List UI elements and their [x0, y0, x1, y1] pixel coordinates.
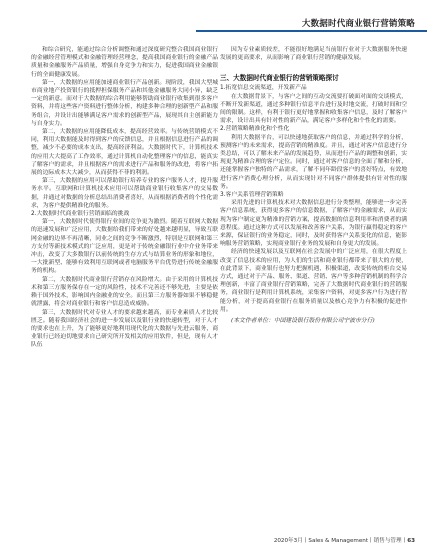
subsection-heading: 1.拓宽信息交流渠道，开发新产品: [220, 85, 307, 92]
subsection-heading: 2.营销策略精准化和个性化: [220, 126, 290, 133]
paragraph: 利用大数据平台，可以快速地获取客户的信息，并通过科学的分析，预测客户的未来需求，提高营销的精准度。并且，通过对客户信息进行分类总结，可以了解未来产品的发展趋势，从而进行产品的调整和创新，实现更为精准合理的客户定位。同时，通过对客户信息的全面了解和分析，还能掌握客户独特的产品需求，了解不同年龄段客户的喜好特点，有效地进行客户消费心理分析，从而实现针对不同客户群体提供有针对性的服务。: [220, 134, 407, 190]
footer-text: 2020年3月丨Sales & Management丨销售与管理丨: [273, 538, 408, 544]
paragraph: 采用先进的计算机技术对大数据信息进行分类整理，能够进一步完善客户信息系统，获得更多客户的信息数据，了解客户的金融需求，从而实现为客户制定更为精准的营销方案，提高数据的信息利用率和消费者的满意程度。通过这种方式可以发展和改善客户关系，为银行赢得稳定的客户来源，保证银行的业务稳定，同时，及时获得客户关系变化的信息，能影响服务营销策略，实现商业银行业务的发展和自身更大的发展。: [220, 200, 407, 248]
paragraph: 经济的快速发展以及互联网在社会发展中的广泛应用，在很大程度上改变了信息技术的应用，为人们的生活和商业银行都带来了很大的方便，在此背景下，商业银行也努力把握机遇，积极渠道，改变传统的柜台交易方式，通过对于产品、服务、渠道、营销、客户等多种营销机制的科学合理创新，丰富了商业银行营销策略，完善了大数据时代商业银行的营销服务，商业银行是利用计算机系统，采集客户资料，对更多客户行为进行智能分析，对于提高商业银行在服务质量以及核心竞争力有积极的促进作用。: [220, 249, 407, 313]
left-column: [31, 46, 218, 350]
paragraph: 第一，大数据的应用能加速商业银行产品创新。现阶段，我国大型城市商业地产投资银行的抵押担保服务产品和其他金融服务大同小异，缺乏一定的新意。而对于大数据的综合利用能够帮助商业银行收集到很多客户资料，并将这些客户资料进行整体分析，构建多种合理的创新型产品和服务组合，并设计出能够满足客户需求的创新型产品，展现其自主创新能力与自身实力。: [31, 79, 218, 127]
paragraph: 第三，大数据时代对专业人才的要求越来越高，而专业素质人才比较匮乏。随着我国经济社会的进一步发展以及银行业的快速转型，对于人才的要求也在上升，为了能够更好地利用现代化的大数据与先进云服务，商业银行已经迫切地要求自己研究所开发相关的应用软件，但是，现有人才队伍: [31, 309, 218, 349]
paragraph: 因为专业素质较差，不能很好地满足当前银行业对于大数据服务快速发展的更高要求，从而影响了商业银行营销的健康发展。: [220, 47, 407, 62]
header-rule: [196, 30, 427, 32]
section-heading: 三、大数据时代商业银行的营销策略探讨: [220, 74, 339, 83]
author-affiliation-note: (本文作者单位：中国建设银行股份有限公司宁波市分行): [231, 318, 375, 325]
paragraph: 第二，大数据的应用能降低成本，提高经营效率。与传统营销模式不同，利用大数据能及时得到客户的反馈信息，并且根据信息进行产品的调整，减少不必要的成本支出，提高经济利益。大数据时代下，计算机技术的应用大大提高了工作效率，通过计算机自动化整理客户的信息，能真实了解客户的需求，并且根据客户的需求进行产品和服务的改进，将客户拓展的边际成本大大减少，从而获得不菲的利润。: [31, 129, 218, 177]
page-header: [0, 0, 427, 40]
paragraph: 第三，大数据的应用可以帮助银行培养专业的客户服务人才，提升服务水平。互联网和计算机技术应用可以帮助商业银行收集客户的交易数据，并通过对数据的分析总结出消费者喜好，从而根据消费者的个性化需求，为客户提供精准化的服务。: [31, 178, 218, 209]
right-column: [220, 46, 407, 325]
page-number: 63: [407, 538, 415, 544]
spacer: [220, 62, 407, 70]
subsection-heading: 2.大数据时代商业银行营销面临的挑战: [31, 211, 130, 218]
paragraph: 第一，大数据时代使得银行业间的竞争更为激烈。随着互联网大数据的迅速发展和广泛应用，大数据给我们带来的好处越来越明显，导致互联网金融的边界不再清晰，同业之间的竞争不断激烈，特别是互联网和第三方支付等新技术模式的广泛应用，更是对于传统金融银行业中介业务带来冲击，改变了大多数银行以前传统的生存方式与结算业务的形象和地位，一大批新型、能够有效利用互联网或者电脑服务平台优势进行传统金融服务的机构。: [31, 219, 218, 275]
page-footer: [274, 536, 415, 544]
paragraph: 第二，大数据时代商业银行营销存在风险增大。由于采用的计算机技术和第三方服务保存在一定的风险性，技术不完善还不够先进，主要是依赖于国外技术，影响国内金融业的安全。而且第三方服务器如果不够稳健就泄露，将会对商业银行和客户信息造成威胁。: [31, 276, 218, 308]
paragraph: 和综合研究，能通过综合分析调整和通过深度研究整合我国商业银行的金融经营管理模式和金融管理经营理念，提高我国商业银行的金融产品质量和金融服务产品质量，增强自身竞争力和实力，促进我国商业金融银行的全面健康发展。: [31, 47, 218, 78]
paragraph: 在大数据背景下，与客户之间的互动交流要打破面对面的交谈模式，不断开发新渠道，通过多种银行信息平台进行及时地交流，打破时间和空间的限制。这样，有利于银行更好地掌握和收集客户信息，及时了解客户需求，设计出具有针对性的新产品，满足客户多样化和个性化的需要。: [220, 93, 407, 125]
subsection-heading: 3.客户关系管理营销策略: [220, 192, 284, 199]
header-title: 大数据时代商业银行营销策略: [301, 19, 415, 29]
